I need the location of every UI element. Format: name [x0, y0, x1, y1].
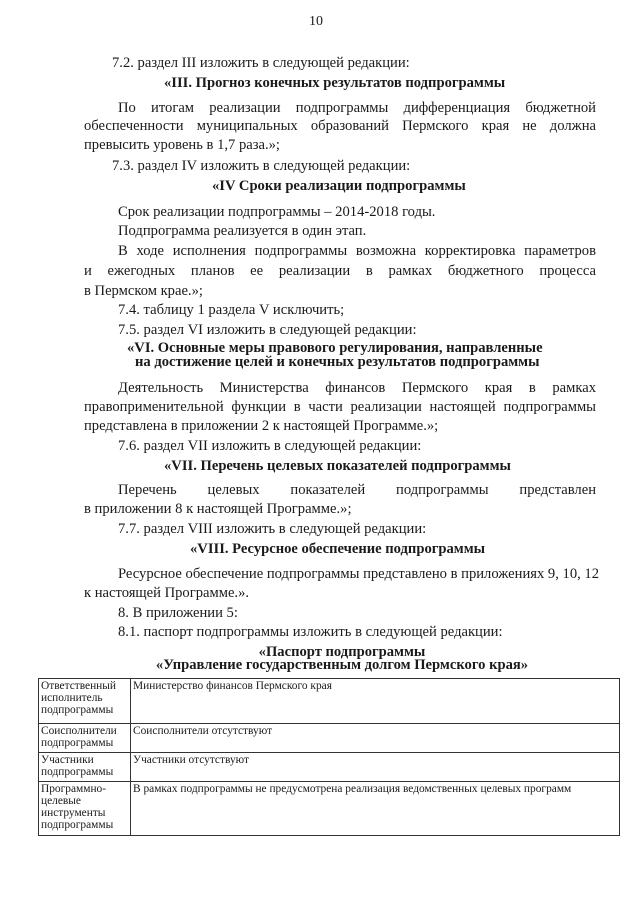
table-row [39, 724, 620, 753]
section-vii-heading: «VII. Перечень целевых показателей подпрограммы [164, 458, 511, 474]
table-row [39, 782, 620, 836]
paragraph-line: Перечень целевых показателей подпрограммы представлен [118, 482, 596, 498]
item-7-5-intro: 7.5. раздел VI изложить в следующей редакции: [118, 322, 417, 338]
section-viii-heading: «VIII. Ресурсное обеспечение подпрограммы [190, 541, 486, 557]
item-7-3-intro: 7.3. раздел IV изложить в следующей редакции: [112, 158, 411, 174]
paragraph-line: Срок реализации подпрограммы – 2014-2018 годы. [118, 204, 436, 220]
table-row [39, 679, 620, 724]
item-7-4: 7.4. таблицу 1 раздела V исключить; [118, 302, 345, 318]
table-row [39, 753, 620, 782]
table-cell-value: Министерство финансов Пермского края [131, 679, 620, 724]
label-line: подпрограммы [41, 704, 114, 716]
label-line: целевые [41, 795, 81, 807]
paragraph-line: правоприменительной функции в части реализации настоящей подпрограммы [84, 399, 596, 415]
table-cell-label [39, 724, 131, 753]
label-line: исполнитель [41, 692, 103, 704]
label-line: Соисполнители [41, 725, 117, 737]
table-cell-value: Соисполнители отсутствуют [131, 724, 620, 753]
label-line: Участники [41, 754, 94, 766]
table-cell-label [39, 753, 131, 782]
paragraph-line: представлена в приложении 2 к настоящей Программе.»; [84, 418, 439, 434]
item-7-6-intro: 7.6. раздел VII изложить в следующей редакции: [118, 438, 422, 454]
paragraph-line: к настоящей Программе.». [84, 585, 250, 601]
paragraph-line: Подпрограмма реализуется в один этап. [118, 223, 367, 239]
passport-table [38, 678, 620, 836]
passport-title-line2: «Управление государственным долгом Пермского края» [155, 657, 529, 673]
table-cell-value: В рамках подпрограммы не предусмотрена реализация ведомственных целевых программ [131, 782, 620, 836]
paragraph-line: В ходе исполнения подпрограммы возможна корректировка параметров [118, 243, 596, 259]
label-line: Программно- [41, 783, 107, 795]
label-line: инструменты [41, 807, 106, 819]
item-8-intro: 8. В приложении 5: [118, 605, 238, 621]
table-cell-label [39, 679, 131, 724]
page-number: 10 [309, 14, 323, 29]
passport-title-line1: «Паспорт подпрограммы [258, 644, 426, 660]
label-line: подпрограммы [41, 766, 114, 778]
label-line: подпрограммы [41, 819, 114, 831]
paragraph-line: обеспеченности муниципальных образований Пермского края не должна [84, 118, 596, 134]
paragraph-line: в Пермском крае.»; [84, 283, 203, 299]
paragraph-line: и ежегодных планов ее реализации в рамках бюджетного процесса [84, 263, 596, 279]
paragraph-line: По итогам реализации подпрограммы дифференциация бюджетной [118, 100, 596, 116]
paragraph-line: превысить уровень в 1,7 раза.»; [84, 137, 280, 153]
section-vi-heading-line1: «VI. Основные меры правового регулирования, направленные [127, 340, 543, 356]
section-iv-heading: «IV Сроки реализации подпрограммы [212, 178, 466, 194]
table-cell-value: Участники отсутствуют [131, 753, 620, 782]
paragraph-line: в приложении 8 к настоящей Программе.»; [84, 501, 352, 517]
paragraph-line: Деятельность Министерства финансов Пермского края в рамках [118, 380, 596, 396]
section-vi-heading-line2: на достижение целей и конечных результатов подпрограммы [135, 354, 540, 370]
label-line: Ответственный [41, 680, 117, 692]
item-8-1-intro: 8.1. паспорт подпрограммы изложить в следующей редакции: [118, 624, 503, 640]
section-iii-heading: «III. Прогноз конечных результатов подпрограммы [164, 75, 506, 91]
paragraph-line: Ресурсное обеспечение подпрограммы представлено в приложениях 9, 10, 12 [118, 566, 600, 582]
item-7-2-intro: 7.2. раздел III изложить в следующей редакции: [112, 55, 410, 71]
table-cell-label [39, 782, 131, 836]
label-line: подпрограммы [41, 737, 114, 749]
item-7-7-intro: 7.7. раздел VIII изложить в следующей редакции: [118, 521, 427, 537]
